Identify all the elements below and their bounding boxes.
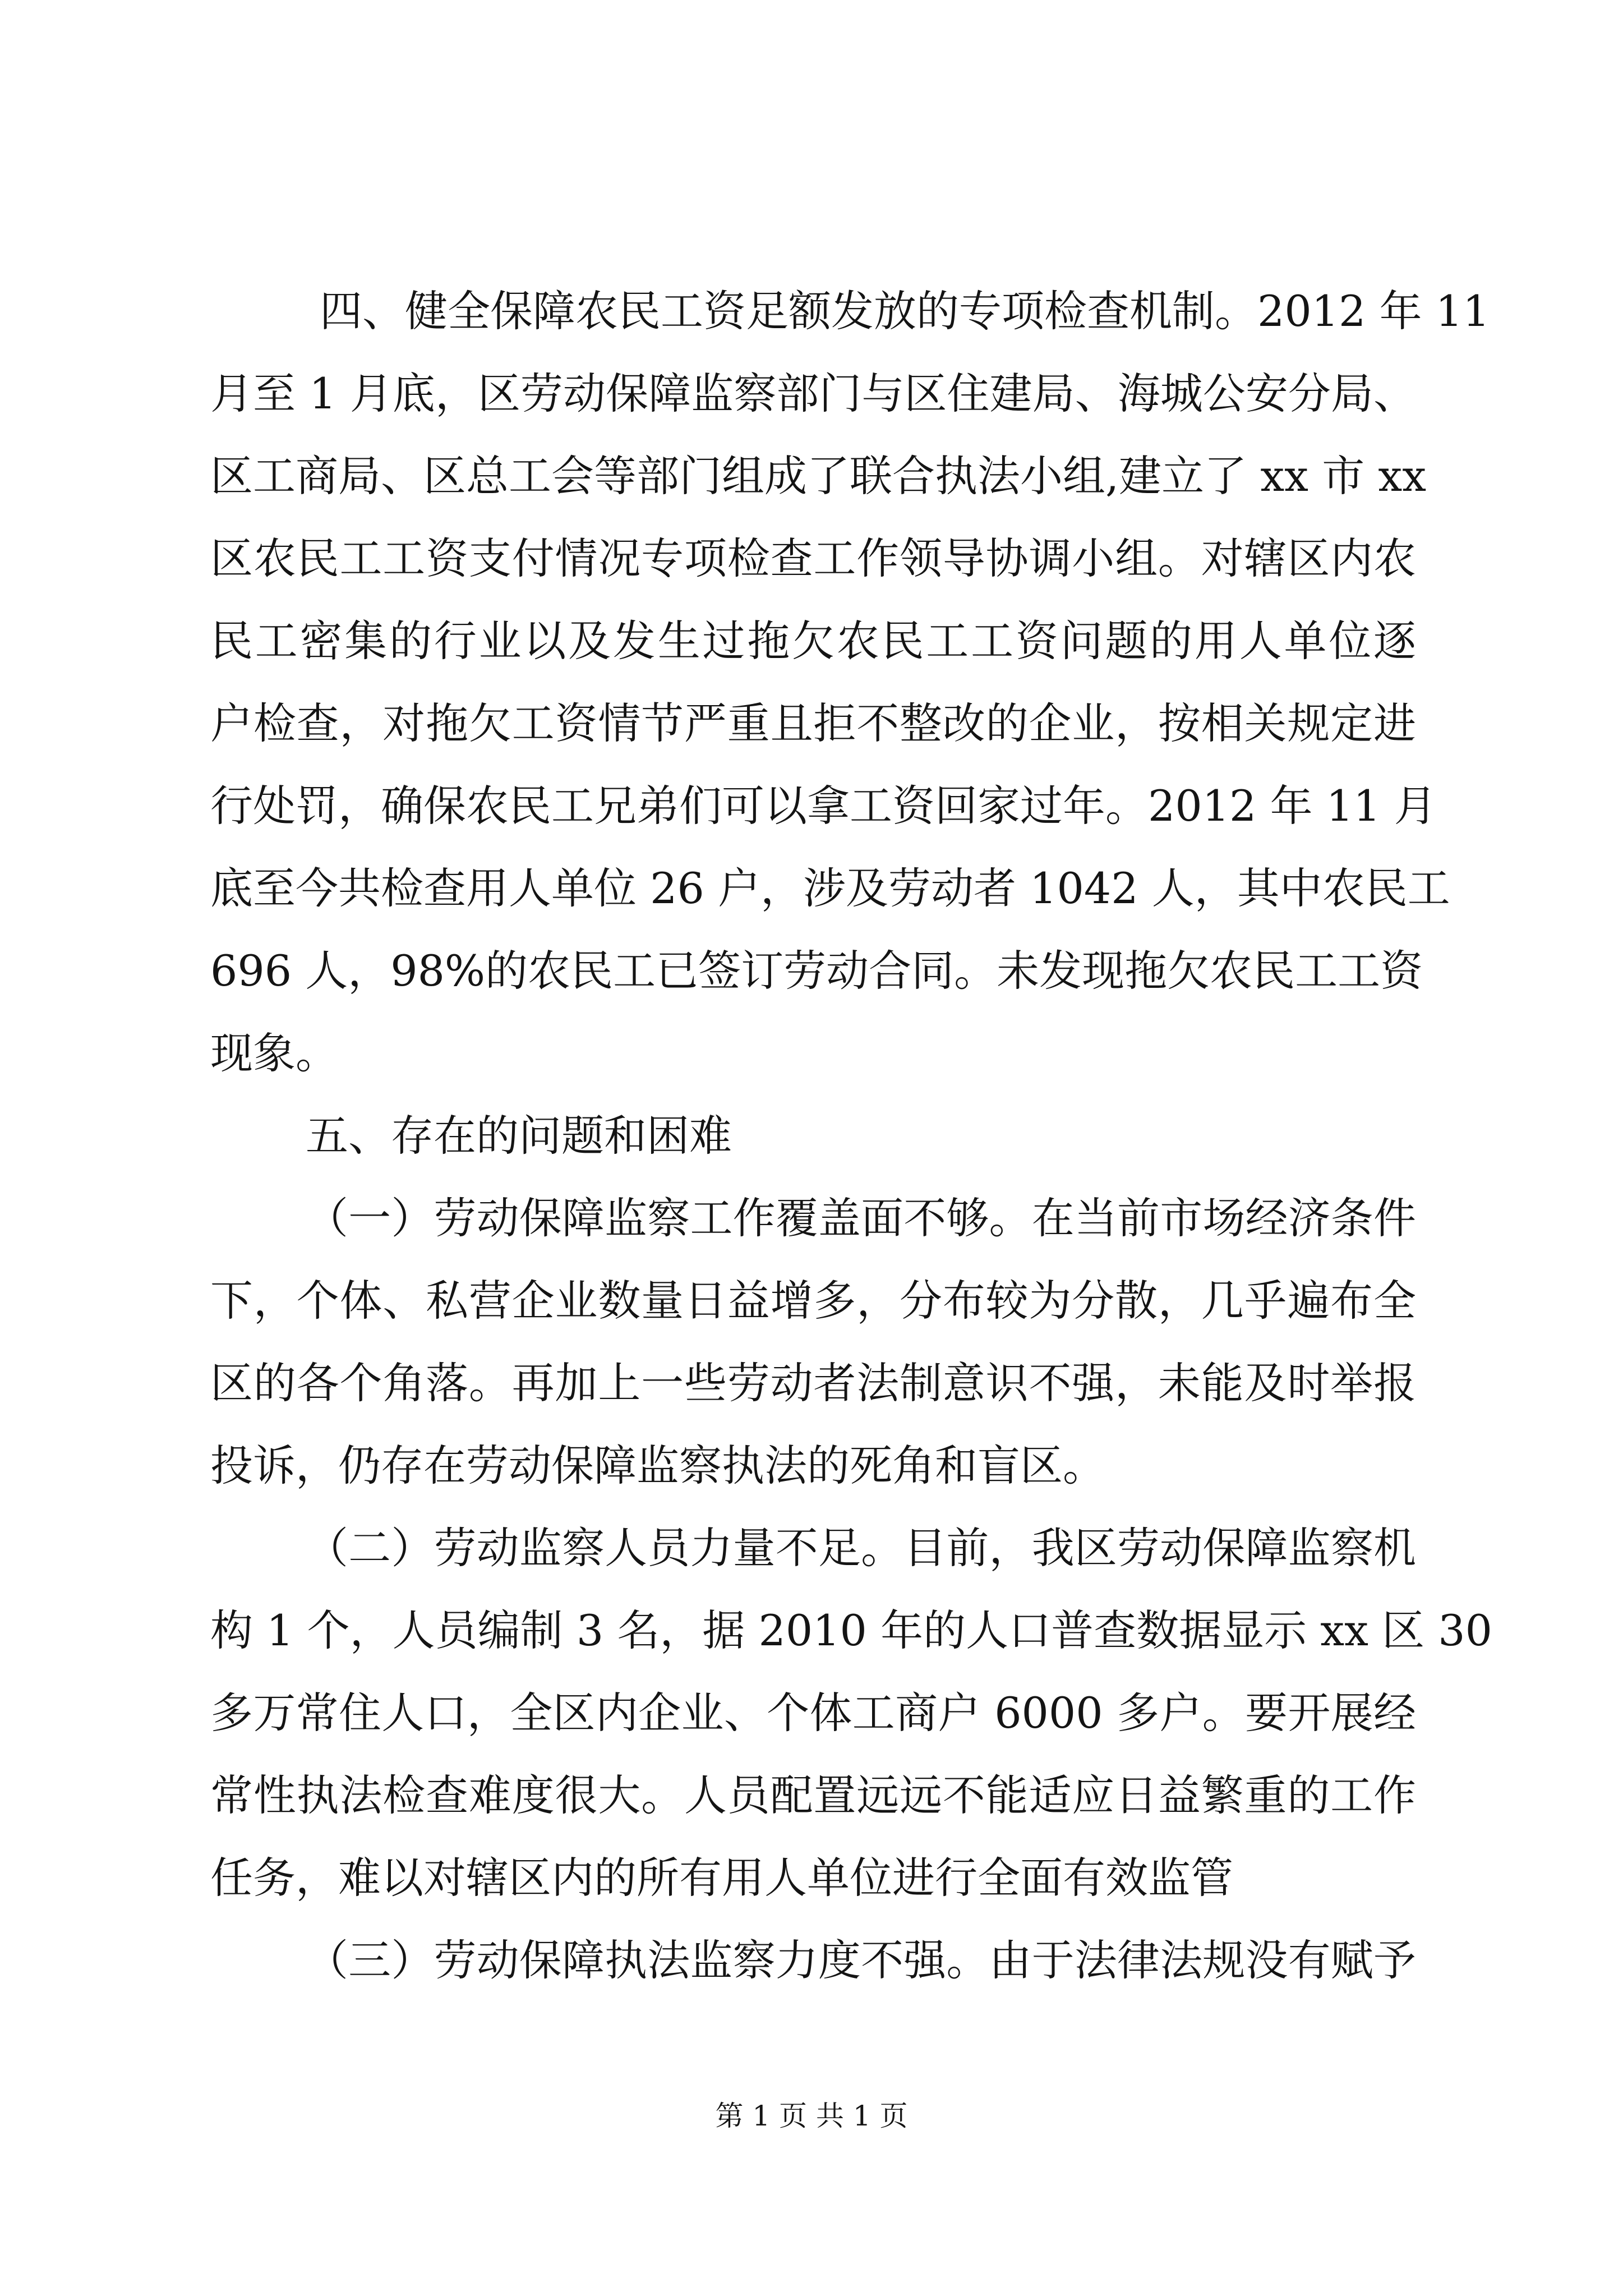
paragraph-line: 行处罚，确保农民工兄弟们可以拿工资回家过年。2012 年 11 月 [210,781,1437,831]
paragraph-line: 四、健全保障农民工资足额发放的专项检查机制。2012 年 11 [320,286,1490,336]
paragraph-line: 构 1 个，人员编制 3 名，据 2010 年的人口普查数据显示 xx 区 30 [210,1605,1492,1655]
paragraph-line: （三）劳动保障执法监察力度不强。由于法律法规没有赋予 [306,1935,1416,1985]
paragraph-line: 底至今共检查用人单位 26 户，涉及劳动者 1042 人，其中农民工 [210,863,1450,913]
paragraph-line: 696 人，98%的农民工已签订劳动合同。未发现拖欠农民工工资 [210,946,1423,996]
section-heading: 五、存在的问题和困难 [306,1111,732,1161]
paragraph-line: 区的各个角落。再加上一些劳动者法制意识不强，未能及时举报 [210,1358,1416,1408]
paragraph-line: 多万常住人口，全区内企业、个体工商户 6000 多户。要开展经 [210,1688,1416,1738]
page-footer: 第 1 页 共 1 页 [715,2100,908,2132]
paragraph-line: 区农民工工资支付情况专项检查工作领导协调小组。对辖区内农 [210,533,1416,583]
paragraph-line: 区工商局、区总工会等部门组成了联合执法小组,建立了 xx 市 xx [210,451,1427,501]
paragraph-line: 下，个体、私营企业数量日益增多，分布较为分散，几乎遍布全 [210,1276,1416,1326]
paragraph-line: （一）劳动保障监察工作覆盖面不够。在当前市场经济条件 [306,1193,1416,1243]
paragraph-line: 户检查，对拖欠工资情节严重且拒不整改的企业，按相关规定进 [210,698,1416,748]
paragraph-line: 月至 1 月底，区劳动保障监察部门与区住建局、海城公安分局、 [210,369,1416,418]
paragraph-line: 常性执法检查难度很大。人员配置远远不能适应日益繁重的工作 [210,1770,1416,1820]
paragraph-line: 现象。 [210,1028,338,1078]
paragraph-line: 任务，难以对辖区内的所有用人单位进行全面有效监管 [210,1853,1233,1903]
paragraph-line: 投诉，仍存在劳动保障监察执法的死角和盲区。 [210,1441,1105,1490]
paragraph-line: 民工密集的行业以及发生过拖欠农民工工资问题的用人单位逐 [210,616,1416,666]
paragraph-line: （二）劳动监察人员力量不足。目前，我区劳动保障监察机 [306,1523,1416,1573]
